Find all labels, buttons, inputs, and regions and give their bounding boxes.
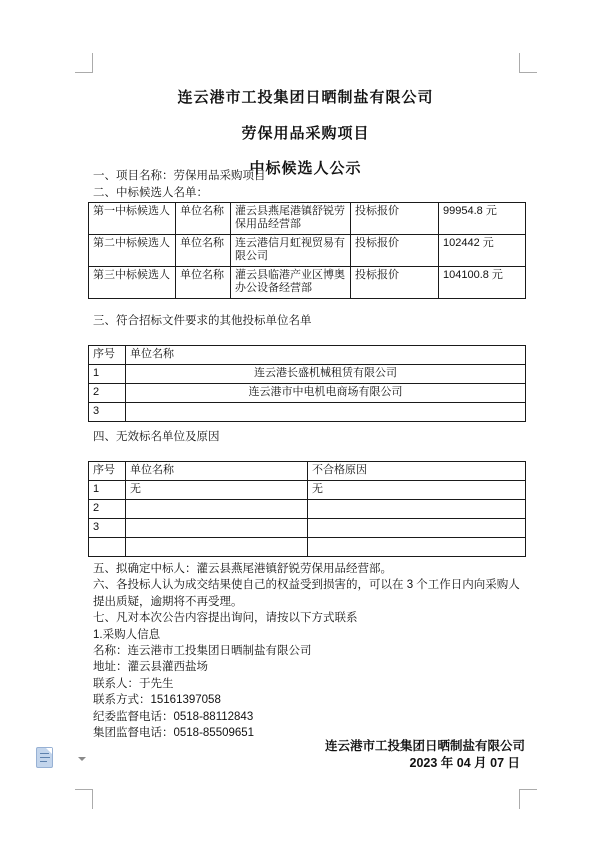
table-row	[89, 203, 526, 235]
bid-price-value: 104100.8 元	[439, 267, 526, 299]
signature-company: 连云港市工投集团日晒制盐有限公司	[324, 739, 525, 753]
bid-price-label: 投标报价	[351, 235, 439, 267]
bid-price-value: 99954.8 元	[439, 203, 526, 235]
table-row	[89, 365, 526, 384]
contact-name: 名称：连云港市工投集团日晒制盐有限公司	[93, 645, 312, 658]
purchaser-info-heading: 1.采购人信息	[93, 628, 161, 641]
contact-phone: 联系方式：15161397058	[93, 694, 221, 707]
chevron-down-icon	[78, 757, 86, 761]
margin-mark-bottom-right	[519, 789, 537, 809]
paste-options-button[interactable]	[36, 747, 53, 768]
margin-mark-bottom-left	[75, 789, 93, 809]
unit-name-label: 单位名称	[176, 235, 231, 267]
notes-and-contact-block	[93, 561, 523, 741]
invalid-reason	[308, 519, 526, 538]
other-bidders-table	[88, 345, 526, 422]
table-row	[89, 500, 526, 519]
table-row	[89, 519, 526, 538]
bidder-name: 连云港市中电机电商场有限公司	[126, 384, 526, 403]
invalid-reason	[308, 538, 526, 557]
candidate-unit: 灌云县燕尾港镇舒锐劳保用品经营部	[231, 203, 351, 235]
column-header-reason: 不合格原因	[308, 462, 526, 481]
document-title-project: 劳保用品采购项目	[241, 125, 370, 142]
table-row	[89, 267, 526, 299]
row-number: 2	[89, 500, 126, 519]
row-number: 1	[89, 365, 126, 384]
table-row	[89, 384, 526, 403]
column-header-name: 单位名称	[126, 346, 526, 365]
row-number	[89, 538, 126, 557]
contact-group-phone: 集团监督电话：0518-85509651	[93, 727, 255, 740]
candidate-rank: 第三中标候选人	[89, 267, 176, 299]
invalid-unit	[126, 500, 308, 519]
section-objection-period: 六、各投标人认为成交结果使自己的权益受到损害的，可以在 3 个工作日内向采购人提出质疑，逾期将不再受理。	[93, 579, 520, 608]
unit-name-label: 单位名称	[176, 267, 231, 299]
document-title-company: 连云港市工投集团日晒制盐有限公司	[177, 89, 434, 106]
margin-mark-top-right	[519, 53, 537, 73]
table-header-row	[89, 462, 526, 481]
paste-options-dropdown[interactable]	[76, 754, 88, 764]
unit-name-label: 单位名称	[176, 203, 231, 235]
row-number: 1	[89, 481, 126, 500]
column-header-name: 单位名称	[126, 462, 308, 481]
contact-person: 联系人：于先生	[93, 677, 174, 690]
section-other-bidders-heading: 三、符合招标文件要求的其他投标单位名单	[93, 315, 312, 327]
candidate-unit: 连云港信月虹视贸易有限公司	[231, 235, 351, 267]
section-project-name: 一、项目名称：劳保用品采购项目	[93, 170, 266, 182]
margin-mark-top-left	[75, 53, 93, 73]
candidate-rank: 第二中标候选人	[89, 235, 176, 267]
candidate-unit: 灌云县临港产业区博奥办公设备经营部	[231, 267, 351, 299]
bid-price-value: 102442 元	[439, 235, 526, 267]
bidder-name: 连云港长盛机械租赁有限公司	[126, 365, 526, 384]
section-invalid-bids-heading: 四、无效标名单位及原因	[93, 431, 220, 443]
row-number: 3	[89, 403, 126, 422]
bid-price-label: 投标报价	[351, 267, 439, 299]
contact-discipline-phone: 纪委监督电话：0518-88112843	[93, 710, 254, 723]
invalid-reason: 无	[308, 481, 526, 500]
invalid-bids-table	[88, 461, 526, 557]
bidder-name	[126, 403, 526, 422]
table-row	[89, 235, 526, 267]
invalid-unit	[126, 519, 308, 538]
invalid-reason	[308, 500, 526, 519]
candidate-rank: 第一中标候选人	[89, 203, 176, 235]
row-number: 3	[89, 519, 126, 538]
table-header-row	[89, 346, 526, 365]
table-row	[89, 481, 526, 500]
bid-price-label: 投标报价	[351, 203, 439, 235]
row-number: 2	[89, 384, 126, 403]
invalid-unit: 无	[126, 481, 308, 500]
table-row	[89, 538, 526, 557]
section-winner: 五、拟确定中标人：灌云县燕尾港镇舒锐劳保用品经营部。	[93, 563, 392, 575]
document-title-announcement: 中标候选人公示	[249, 160, 362, 177]
signature-block	[88, 738, 525, 772]
invalid-unit	[126, 538, 308, 557]
column-header-no: 序号	[89, 462, 126, 481]
column-header-no: 序号	[89, 346, 126, 365]
candidates-table	[88, 202, 526, 299]
section-inquiry: 七、凡对本次公告内容提出询问，请按以下方式联系	[93, 612, 358, 625]
signature-date: 2023 年 04 月 07 日	[409, 756, 520, 770]
contact-address: 地址：灌云县灌西盐场	[93, 661, 208, 674]
section-candidates-heading: 二、中标候选人名单：	[93, 187, 208, 199]
table-row	[89, 403, 526, 422]
